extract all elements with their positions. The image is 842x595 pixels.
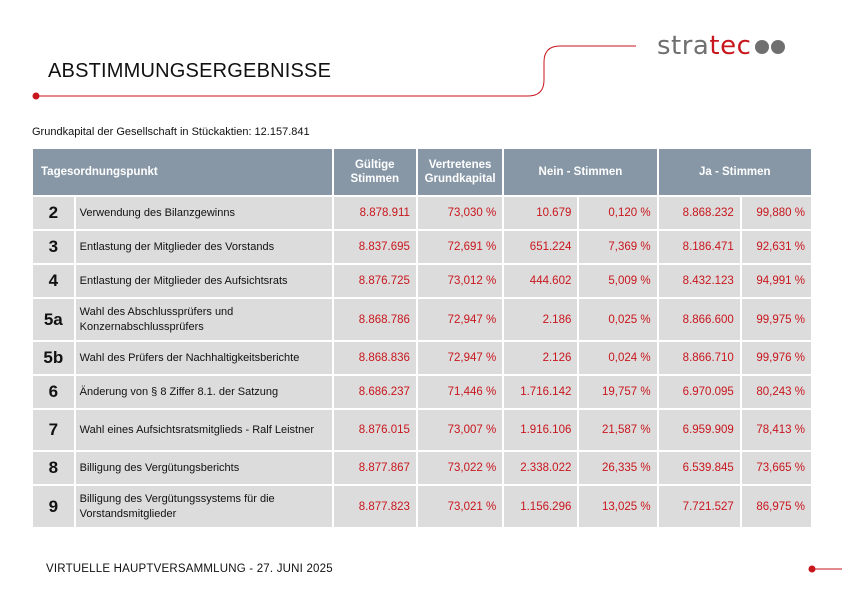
no-percent: 0,024 % xyxy=(579,342,656,374)
no-votes: 2.186 xyxy=(504,299,577,340)
table-row xyxy=(33,197,811,229)
yes-votes: 7.721.527 xyxy=(659,486,740,527)
row-number: 5b xyxy=(33,342,74,374)
row-number: 2 xyxy=(33,197,74,229)
header-no-votes: Nein - Stimmen xyxy=(504,149,656,195)
no-votes: 1.716.142 xyxy=(504,376,577,408)
represented-capital: 73,021 % xyxy=(418,486,502,527)
table-row xyxy=(33,265,811,297)
valid-votes: 8.868.786 xyxy=(334,299,416,340)
yes-percent: 92,631 % xyxy=(742,231,811,263)
yes-percent: 94,991 % xyxy=(742,265,811,297)
table-row xyxy=(33,299,811,340)
row-description: Billigung des Vergütungsberichts xyxy=(76,452,332,484)
no-votes: 444.602 xyxy=(504,265,577,297)
no-percent: 0,120 % xyxy=(579,197,656,229)
row-description: Wahl des Prüfers der Nachhaltigkeitsberichte xyxy=(76,342,332,374)
valid-votes: 8.876.725 xyxy=(334,265,416,297)
yes-votes: 6.970.095 xyxy=(659,376,740,408)
table-row xyxy=(33,410,811,450)
yes-percent: 86,975 % xyxy=(742,486,811,527)
valid-votes: 8.837.695 xyxy=(334,231,416,263)
header-agenda: Tagesordnungspunkt xyxy=(33,149,332,195)
header-represented-capital: Vertretenes Grundkapital xyxy=(418,149,502,195)
yes-percent: 99,976 % xyxy=(742,342,811,374)
represented-capital: 73,030 % xyxy=(418,197,502,229)
no-percent: 19,757 % xyxy=(579,376,656,408)
valid-votes: 8.878.911 xyxy=(334,197,416,229)
header-valid-votes: Gültige Stimmen xyxy=(334,149,416,195)
row-description: Entlastung der Mitglieder des Vorstands xyxy=(76,231,332,263)
yes-votes: 8.868.232 xyxy=(659,197,740,229)
row-number: 7 xyxy=(33,410,74,450)
no-votes: 2.126 xyxy=(504,342,577,374)
yes-percent: 80,243 % xyxy=(742,376,811,408)
yes-votes: 6.539.845 xyxy=(659,452,740,484)
table-row xyxy=(33,486,811,527)
row-number: 4 xyxy=(33,265,74,297)
row-number: 5a xyxy=(33,299,74,340)
yes-votes: 8.186.471 xyxy=(659,231,740,263)
no-percent: 13,025 % xyxy=(579,486,656,527)
represented-capital: 72,947 % xyxy=(418,299,502,340)
table-row xyxy=(33,342,811,374)
no-votes: 1.156.296 xyxy=(504,486,577,527)
represented-capital: 73,007 % xyxy=(418,410,502,450)
footer-event: VIRTUELLE HAUPTVERSAMMLUNG - 27. JUNI 2025 xyxy=(46,563,333,575)
row-number: 3 xyxy=(33,231,74,263)
no-votes: 10.679 xyxy=(504,197,577,229)
row-description: Entlastung der Mitglieder des Aufsichtsrats xyxy=(76,265,332,297)
table-row xyxy=(33,231,811,263)
row-description: Verwendung des Bilanzgewinns xyxy=(76,197,332,229)
stratec-logo: stratec xyxy=(657,30,785,63)
no-percent: 21,587 % xyxy=(579,410,656,450)
valid-votes: 8.876.015 xyxy=(334,410,416,450)
row-description: Billigung des Vergütungssystems für die Vorstandsmitglieder xyxy=(76,486,332,527)
no-votes: 2.338.022 xyxy=(504,452,577,484)
row-description: Änderung von § 8 Ziffer 8.1. der Satzung xyxy=(76,376,332,408)
represented-capital: 72,947 % xyxy=(418,342,502,374)
no-votes: 1.916.106 xyxy=(504,410,577,450)
no-votes: 651.224 xyxy=(504,231,577,263)
yes-percent: 78,413 % xyxy=(742,410,811,450)
table-row xyxy=(33,452,811,484)
no-percent: 0,025 % xyxy=(579,299,656,340)
row-description: Wahl des Abschlussprüfers und Konzernabschlussprüfers xyxy=(76,299,332,340)
page-title: ABSTIMMUNGSERGEBNISSE xyxy=(48,60,332,82)
no-percent: 26,335 % xyxy=(579,452,656,484)
yes-votes: 6.959.909 xyxy=(659,410,740,450)
valid-votes: 8.877.823 xyxy=(334,486,416,527)
yes-percent: 73,665 % xyxy=(742,452,811,484)
row-description: Wahl eines Aufsichtsratsmitglieds - Ralf Leistner xyxy=(76,410,332,450)
valid-votes: 8.686.237 xyxy=(334,376,416,408)
represented-capital: 72,691 % xyxy=(418,231,502,263)
represented-capital: 71,446 % xyxy=(418,376,502,408)
yes-percent: 99,975 % xyxy=(742,299,811,340)
represented-capital: 73,012 % xyxy=(418,265,502,297)
no-percent: 7,369 % xyxy=(579,231,656,263)
row-number: 8 xyxy=(33,452,74,484)
yes-votes: 8.432.123 xyxy=(659,265,740,297)
voting-results-table xyxy=(31,147,813,529)
row-number: 6 xyxy=(33,376,74,408)
valid-votes: 8.868.836 xyxy=(334,342,416,374)
header-yes-votes: Ja - Stimmen xyxy=(659,149,811,195)
yes-votes: 8.866.600 xyxy=(659,299,740,340)
valid-votes: 8.877.867 xyxy=(334,452,416,484)
share-capital-caption: Grundkapital der Gesellschaft in Stückaktien: 12.157.841 xyxy=(32,126,310,138)
table-row xyxy=(33,376,811,408)
row-number: 9 xyxy=(33,486,74,527)
yes-percent: 99,880 % xyxy=(742,197,811,229)
no-percent: 5,009 % xyxy=(579,265,656,297)
represented-capital: 73,022 % xyxy=(418,452,502,484)
yes-votes: 8.866.710 xyxy=(659,342,740,374)
